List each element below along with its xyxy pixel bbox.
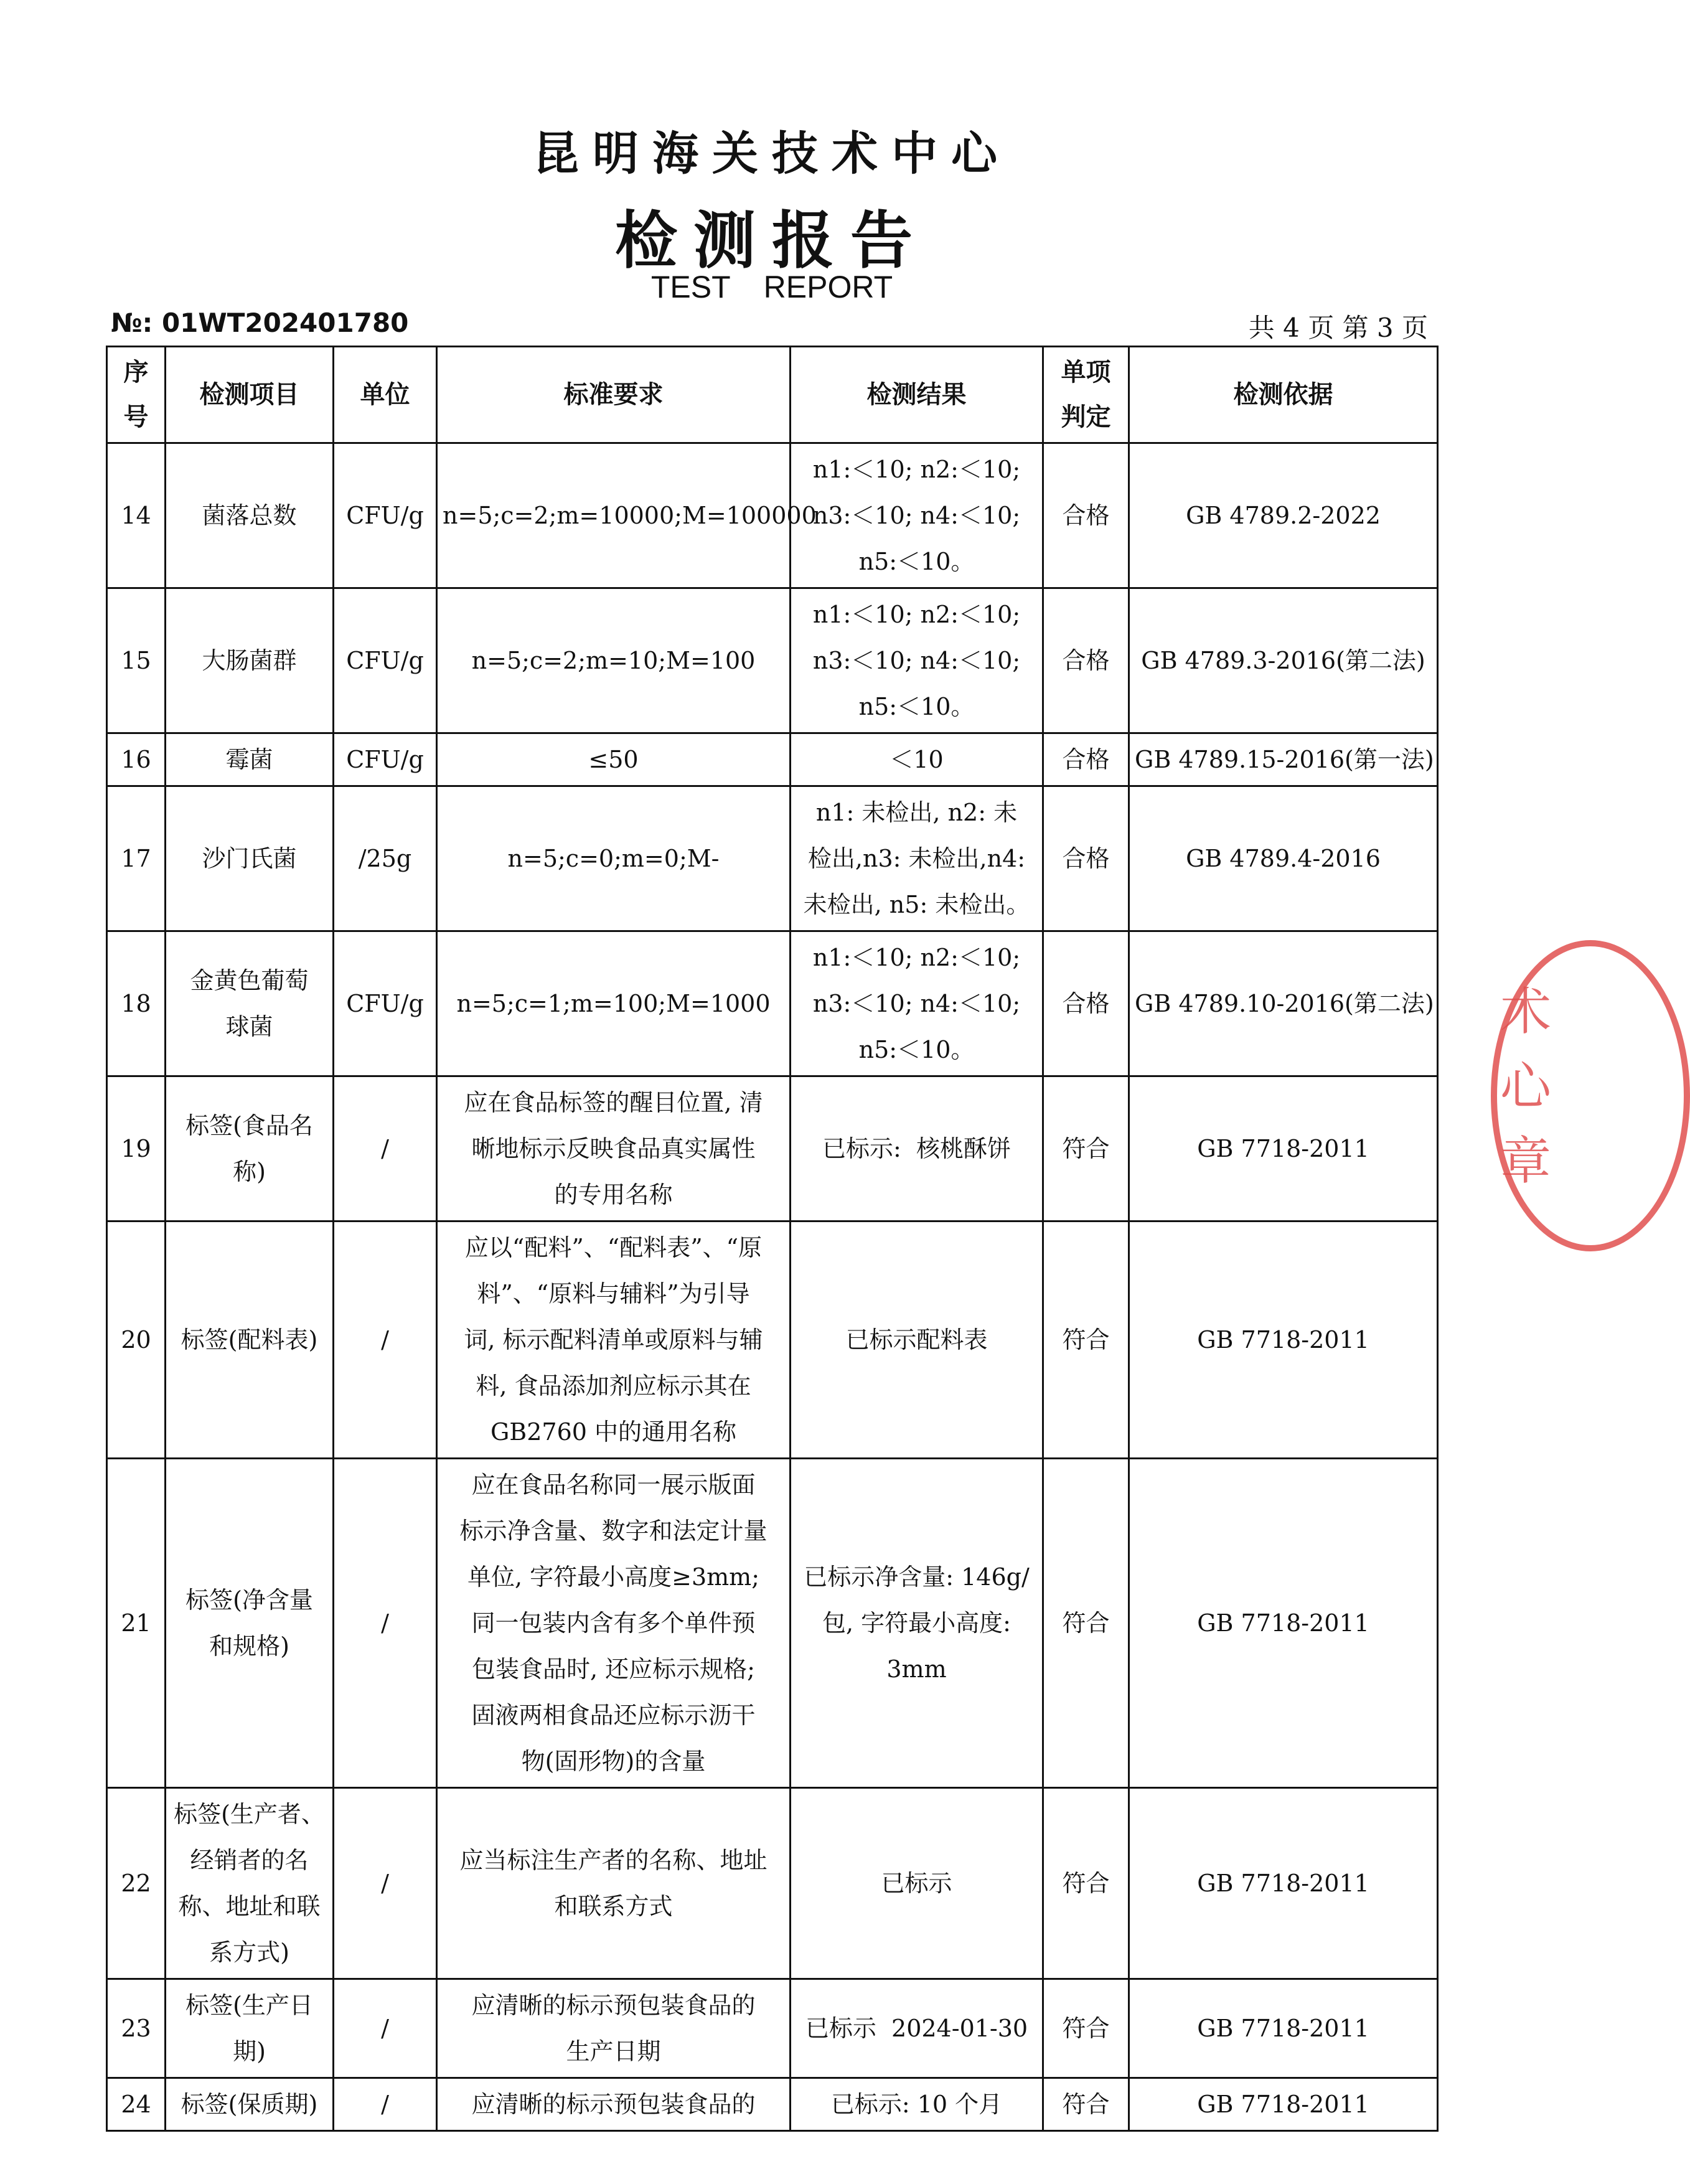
table-row xyxy=(107,443,1438,588)
row-judgement: 合格 xyxy=(1043,443,1129,588)
row-no: 19 xyxy=(107,1076,166,1221)
row-basis: GB 7718-2011 xyxy=(1129,1979,1438,2078)
row-judgement: 符合 xyxy=(1043,1459,1129,1788)
row-result: 已标示净含量: 146g/ 包, 字符最小高度: 3mm xyxy=(791,1459,1043,1788)
table-row xyxy=(107,588,1438,733)
row-judgement: 合格 xyxy=(1043,733,1129,786)
row-requirement: 应在食品标签的醒目位置, 清 晰地标示反映食品真实属性 的专用名称 xyxy=(437,1076,791,1221)
row-unit: CFU/g xyxy=(334,443,437,588)
row-judgement: 合格 xyxy=(1043,931,1129,1076)
header-cell-judgement: 单项 判定 xyxy=(1043,347,1129,443)
row-unit: CFU/g xyxy=(334,931,437,1076)
table-row xyxy=(107,1221,1438,1459)
row-requirement: 应以“配料”、“配料表”、“原 料”、“原料与辅料”为引导 词, 标示配料清单或原料与辅 料, 食品添加剂应标示其在 GB2760 中的通用名称 xyxy=(437,1221,791,1459)
header-cell-item: 检测项目 xyxy=(166,347,334,443)
row-no: 17 xyxy=(107,786,166,931)
row-no: 20 xyxy=(107,1221,166,1459)
row-item: 标签(生产日 期) xyxy=(166,1979,334,2078)
table-row xyxy=(107,786,1438,931)
results-table xyxy=(106,346,1439,2132)
row-unit: / xyxy=(334,1788,437,1979)
row-unit: / xyxy=(334,1221,437,1459)
organization-title: 昆明海关技术中心 xyxy=(533,127,1011,181)
row-basis: GB 4789.3-2016(第二法) xyxy=(1129,588,1438,733)
row-unit: / xyxy=(334,1076,437,1221)
row-item: 标签(保质期) xyxy=(166,2078,334,2131)
header-cell-no: 序 号 xyxy=(107,347,166,443)
row-item: 霉菌 xyxy=(166,733,334,786)
row-requirement: n=5;c=1;m=100;M=1000 xyxy=(437,931,791,1076)
header-cell-requirement: 标准要求 xyxy=(437,347,791,443)
table-row xyxy=(107,1788,1438,1979)
row-requirement: 应清晰的标示预包装食品的 xyxy=(437,2078,791,2131)
row-item: 金黄色葡萄 球菌 xyxy=(166,931,334,1076)
row-basis: GB 4789.10-2016(第二法) xyxy=(1129,931,1438,1076)
header-cell-unit: 单位 xyxy=(334,347,437,443)
row-unit: CFU/g xyxy=(334,733,437,786)
seal-char-2: 心 xyxy=(1500,1057,1552,1116)
row-result: 已标示 2024-01-30 xyxy=(791,1979,1043,2078)
row-item: 标签(食品名 称) xyxy=(166,1076,334,1221)
row-no: 16 xyxy=(107,733,166,786)
row-item: 大肠菌群 xyxy=(166,588,334,733)
row-unit: CFU/g xyxy=(334,588,437,733)
row-requirement: n=5;c=2;m=10;M=100 xyxy=(437,588,791,733)
report-title: 检测报告 xyxy=(615,204,929,277)
seal-char-1: 术 xyxy=(1500,982,1552,1042)
row-result: n1:＜10; n2:＜10; n3:＜10; n4:＜10; n5:＜10。 xyxy=(791,443,1043,588)
report-number: №: 01WT202401780 xyxy=(111,308,409,338)
row-requirement: 应在食品名称同一展示版面 标示净含量、数字和法定计量 单位, 字符最小高度≥3mm; 同一包装内含有多个单件预 包装食品时, 还应标示规格; 固液两相食品还应标示沥干 物(固形物)的含量 xyxy=(437,1459,791,1788)
row-item: 沙门氏菌 xyxy=(166,786,334,931)
row-judgement: 符合 xyxy=(1043,2078,1129,2131)
row-basis: GB 4789.2-2022 xyxy=(1129,443,1438,588)
row-judgement: 符合 xyxy=(1043,1221,1129,1459)
row-requirement: ≤50 xyxy=(437,733,791,786)
row-unit: /25g xyxy=(334,786,437,931)
row-result: n1: 未检出, n2: 未 检出,n3: 未检出,n4: 未检出, n5: 未检出。 xyxy=(791,786,1043,931)
row-judgement: 合格 xyxy=(1043,588,1129,733)
row-result: n1:＜10; n2:＜10; n3:＜10; n4:＜10; n5:＜10。 xyxy=(791,931,1043,1076)
row-item: 标签(净含量 和规格) xyxy=(166,1459,334,1788)
page-info: 共 4 页 第 3 页 xyxy=(1248,313,1428,343)
table-row xyxy=(107,1979,1438,2078)
row-unit: / xyxy=(334,1979,437,2078)
row-judgement: 符合 xyxy=(1043,1076,1129,1221)
table-row xyxy=(107,1076,1438,1221)
report-subtitle: TEST REPORT xyxy=(650,270,893,304)
row-result: n1:＜10; n2:＜10; n3:＜10; n4:＜10; n5:＜10。 xyxy=(791,588,1043,733)
row-basis: GB 7718-2011 xyxy=(1129,1788,1438,1979)
row-requirement: 应清晰的标示预包装食品的 生产日期 xyxy=(437,1979,791,2078)
row-basis: GB 7718-2011 xyxy=(1129,1459,1438,1788)
row-basis: GB 7718-2011 xyxy=(1129,2078,1438,2131)
row-basis: GB 7718-2011 xyxy=(1129,1076,1438,1221)
row-item: 菌落总数 xyxy=(166,443,334,588)
row-no: 18 xyxy=(107,931,166,1076)
table-header-row xyxy=(107,347,1438,443)
row-basis: GB 4789.15-2016(第一法) xyxy=(1129,733,1438,786)
row-requirement: n=5;c=0;m=0;M- xyxy=(437,786,791,931)
row-result: ＜10 xyxy=(791,733,1043,786)
seal-char-3: 章 xyxy=(1500,1132,1552,1191)
table-row xyxy=(107,1459,1438,1788)
row-basis: GB 4789.4-2016 xyxy=(1129,786,1438,931)
row-judgement: 符合 xyxy=(1043,1979,1129,2078)
row-result: 已标示 xyxy=(791,1788,1043,1979)
row-no: 22 xyxy=(107,1788,166,1979)
table-row xyxy=(107,931,1438,1076)
row-no: 23 xyxy=(107,1979,166,2078)
row-item: 标签(配料表) xyxy=(166,1221,334,1459)
row-result: 已标示: 核桃酥饼 xyxy=(791,1076,1043,1221)
header-cell-result: 检测结果 xyxy=(791,347,1043,443)
table-row xyxy=(107,2078,1438,2131)
row-unit: / xyxy=(334,2078,437,2131)
row-item: 标签(生产者、 经销者的名 称、地址和联 系方式) xyxy=(166,1788,334,1979)
row-unit: / xyxy=(334,1459,437,1788)
row-judgement: 合格 xyxy=(1043,786,1129,931)
table-row xyxy=(107,733,1438,786)
row-result: 已标示配料表 xyxy=(791,1221,1043,1459)
row-no: 24 xyxy=(107,2078,166,2131)
header-cell-basis: 检测依据 xyxy=(1129,347,1438,443)
row-no: 15 xyxy=(107,588,166,733)
row-requirement: n=5;c=2;m=10000;M=100000 xyxy=(437,443,791,588)
row-no: 21 xyxy=(107,1459,166,1788)
row-result: 已标示: 10 个月 xyxy=(791,2078,1043,2131)
row-basis: GB 7718-2011 xyxy=(1129,1221,1438,1459)
row-requirement: 应当标注生产者的名称、地址 和联系方式 xyxy=(437,1788,791,1979)
row-no: 14 xyxy=(107,443,166,588)
row-judgement: 符合 xyxy=(1043,1788,1129,1979)
